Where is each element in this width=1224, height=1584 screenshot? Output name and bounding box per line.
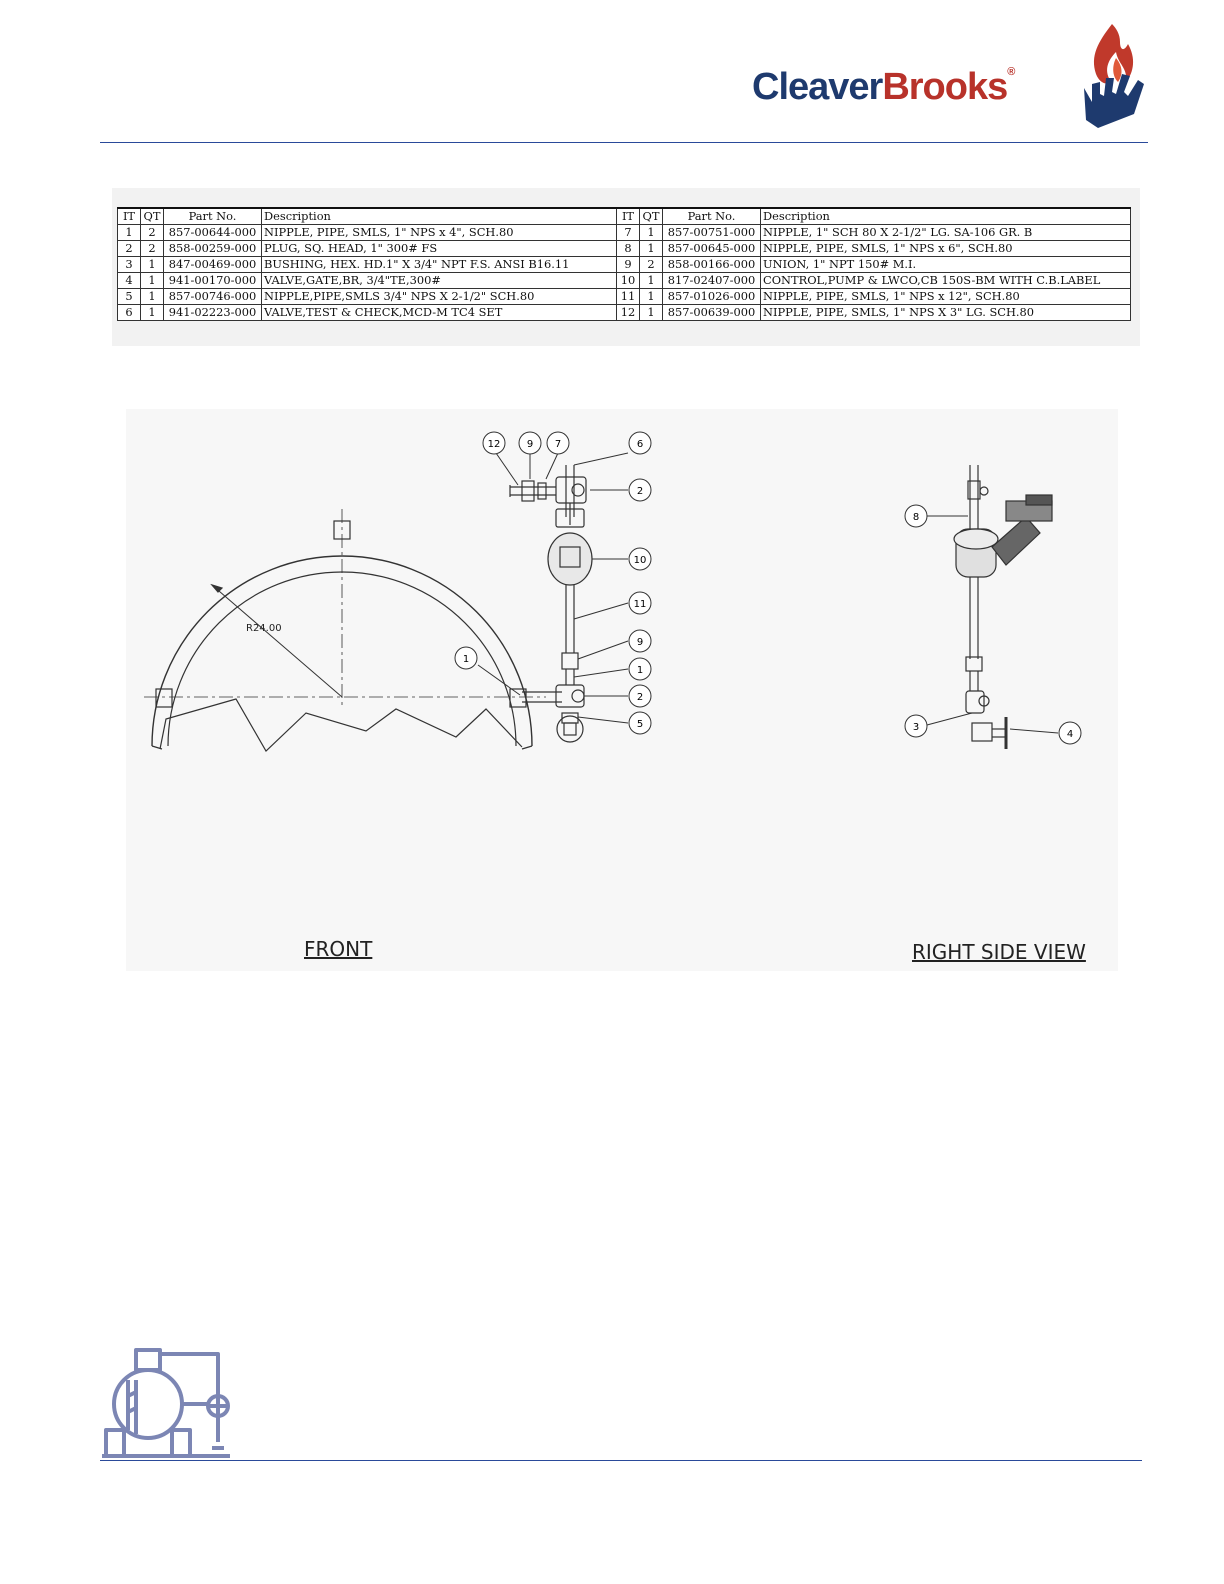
part-number: 857-00639-000	[663, 305, 761, 321]
right-side-view-label: RIGHT SIDE VIEW	[912, 940, 1086, 964]
svg-text:8: 8	[912, 512, 920, 523]
part-number: 941-02223-000	[164, 305, 262, 321]
balloon-12	[483, 432, 505, 454]
quantity: 1	[141, 273, 164, 289]
quantity: 1	[640, 289, 663, 305]
logo-wordmark: CleaverBrooks®	[752, 66, 1015, 108]
svg-text:12: 12	[487, 439, 501, 450]
part-number: 847-00469-000	[164, 257, 262, 273]
svg-text:9: 9	[636, 637, 644, 648]
balloon-2-bottom	[629, 685, 651, 707]
item-number: 8	[617, 241, 640, 257]
balloon-9-lower	[629, 630, 651, 652]
svg-text:7: 7	[554, 439, 562, 450]
header-part-no-2: Part No.	[663, 208, 761, 225]
part-number: 941-00170-000	[164, 273, 262, 289]
balloon-10	[629, 548, 651, 570]
table-row	[118, 241, 1131, 257]
header-it-2: IT	[617, 208, 640, 225]
svg-text:6: 6	[636, 439, 644, 450]
boiler-icon	[100, 1340, 236, 1460]
balloon-1-left	[455, 647, 477, 669]
front-balloons	[455, 432, 651, 734]
svg-text:4: 4	[1066, 729, 1074, 740]
quantity: 2	[640, 257, 663, 273]
description: NIPPLE, PIPE, SMLS, 1" NPS x 4", SCH.80	[262, 225, 617, 241]
part-number: 857-00746-000	[164, 289, 262, 305]
item-number: 7	[617, 225, 640, 241]
header-description-2: Description	[761, 208, 1131, 225]
description: UNION, 1" NPT 150# M.I.	[761, 257, 1131, 273]
table-row	[118, 273, 1131, 289]
quantity: 1	[640, 225, 663, 241]
header-qt: QT	[141, 208, 164, 225]
quantity: 1	[141, 257, 164, 273]
balloon-8	[905, 505, 927, 527]
header-part-no: Part No.	[164, 208, 262, 225]
description: NIPPLE, 1" SCH 80 X 2-1/2" LG. SA-106 GR. B	[761, 225, 1131, 241]
quantity: 1	[640, 241, 663, 257]
balloon-2-top	[629, 479, 651, 501]
bom-table-panel	[112, 188, 1140, 346]
bom-header-row	[118, 208, 1131, 225]
item-number: 11	[617, 289, 640, 305]
item-number: 4	[118, 273, 141, 289]
svg-text:11: 11	[633, 599, 647, 610]
item-number: 3	[118, 257, 141, 273]
table-row	[118, 225, 1131, 241]
part-number: 857-00751-000	[663, 225, 761, 241]
part-number: 857-01026-000	[663, 289, 761, 305]
svg-text:1: 1	[462, 654, 470, 665]
table-row	[118, 305, 1131, 321]
balloon-6	[629, 432, 651, 454]
description: NIPPLE, PIPE, SMLS, 1" NPS x 6", SCH.80	[761, 241, 1131, 257]
svg-text:9: 9	[526, 439, 534, 450]
item-number: 1	[118, 225, 141, 241]
description: CONTROL,PUMP & LWCO,CB 150S-BM WITH C.B.LABEL	[761, 273, 1131, 289]
quantity: 1	[640, 305, 663, 321]
quantity: 2	[141, 225, 164, 241]
svg-text:10: 10	[633, 555, 647, 566]
table-row	[118, 257, 1131, 273]
side-view-geometry	[954, 465, 1052, 749]
quantity: 1	[640, 273, 663, 289]
item-number: 5	[118, 289, 141, 305]
description: NIPPLE, PIPE, SMLS, 1" NPS x 12", SCH.80	[761, 289, 1131, 305]
balloon-5	[629, 712, 651, 734]
quantity: 2	[141, 241, 164, 257]
part-number: 857-00644-000	[164, 225, 262, 241]
item-number: 2	[118, 241, 141, 257]
description: VALVE,TEST & CHECK,MCD-M TC4 SET	[262, 305, 617, 321]
bom-table	[117, 207, 1131, 321]
part-number: 857-00645-000	[663, 241, 761, 257]
item-number: 12	[617, 305, 640, 321]
header-it: IT	[118, 208, 141, 225]
front-view-geometry	[144, 465, 592, 751]
header-rule	[100, 142, 1148, 143]
part-number: 858-00259-000	[164, 241, 262, 257]
balloon-1-right	[629, 658, 651, 680]
radius-dimension: R24.00	[246, 623, 282, 634]
front-balloon-leaders	[478, 453, 628, 723]
item-number: 10	[617, 273, 640, 289]
item-number: 9	[617, 257, 640, 273]
item-number: 6	[118, 305, 141, 321]
svg-text:2: 2	[636, 486, 644, 497]
svg-text:1: 1	[636, 665, 644, 676]
balloon-11	[629, 592, 651, 614]
balloon-9	[519, 432, 541, 454]
svg-text:5: 5	[636, 719, 644, 730]
svg-text:3: 3	[912, 722, 920, 733]
quantity: 1	[141, 305, 164, 321]
header-qt-2: QT	[640, 208, 663, 225]
drawing-svg	[126, 409, 1118, 971]
balloon-3	[905, 715, 927, 737]
table-row	[118, 289, 1131, 305]
header-description: Description	[262, 208, 617, 225]
balloon-4	[1059, 722, 1081, 744]
part-number: 858-00166-000	[663, 257, 761, 273]
flame-hand-icon	[1078, 22, 1148, 130]
description: NIPPLE,PIPE,SMLS 3/4" NPS X 2-1/2" SCH.80	[262, 289, 617, 305]
svg-text:2: 2	[636, 692, 644, 703]
front-view-label: FRONT	[304, 937, 373, 961]
cleaver-brooks-logo	[748, 22, 1148, 132]
footer-rule	[100, 1460, 1142, 1461]
quantity: 1	[141, 289, 164, 305]
assembly-drawing	[126, 409, 1118, 971]
description: PLUG, SQ. HEAD, 1" 300# FS	[262, 241, 617, 257]
description: NIPPLE, PIPE, SMLS, 1" NPS X 3" LG. SCH.80	[761, 305, 1131, 321]
description: VALVE,GATE,BR, 3/4"TE,300#	[262, 273, 617, 289]
balloon-7	[547, 432, 569, 454]
part-number: 817-02407-000	[663, 273, 761, 289]
description: BUSHING, HEX. HD.1" X 3/4" NPT F.S. ANSI B16.11	[262, 257, 617, 273]
